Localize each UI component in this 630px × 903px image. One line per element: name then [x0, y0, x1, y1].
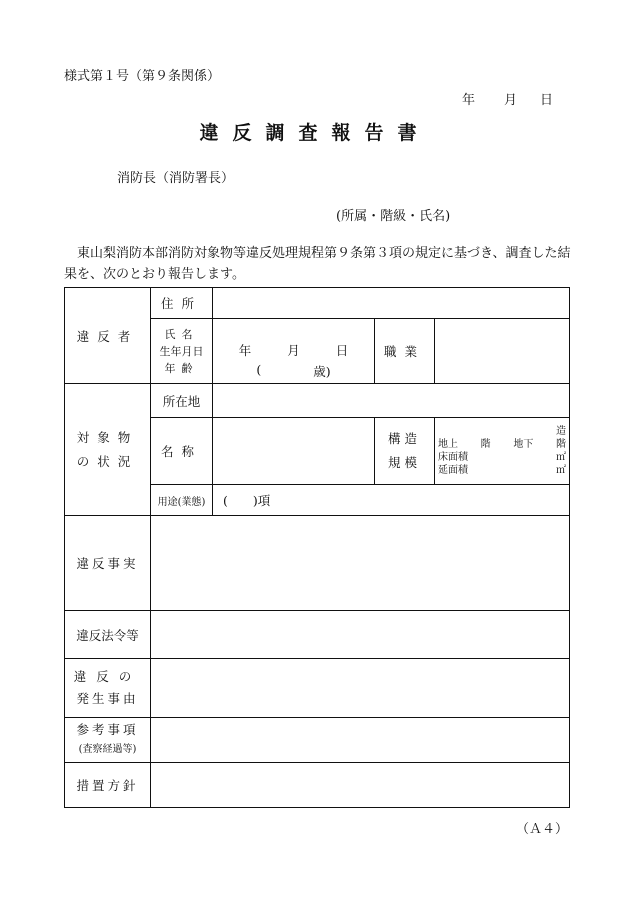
violated-laws-label: 違反法令等: [65, 611, 151, 659]
violator-label: 違反者: [65, 288, 151, 384]
report-body-text: 東山梨消防本部消防対象物等違反処理規程第９条第３項の規定に基づき、調査した結果を、次のとおり報告します。: [64, 246, 571, 282]
location-label: 所在地: [151, 384, 213, 418]
birth-year: 年: [238, 343, 252, 358]
floors-below: 地下: [513, 439, 534, 450]
date-year: 年: [462, 93, 476, 108]
structure-scale-field[interactable]: [435, 418, 570, 485]
floor-area-row: [438, 451, 566, 464]
target-label-line2: の状況: [76, 453, 139, 469]
floor-area-unit: ㎡: [556, 452, 567, 463]
usage-label: 用途(業態): [151, 485, 213, 516]
reference-label-line2: (査察経過等): [78, 744, 137, 755]
birthdate-label: 生年月日: [159, 344, 204, 358]
occupation-label: 職業: [375, 319, 435, 384]
document-title: 違反調査報告書: [199, 122, 431, 144]
total-area-unit: ㎡: [556, 465, 567, 476]
form-number-label: 様式第１号（第９条関係）: [64, 69, 221, 84]
reference-label: [65, 718, 151, 763]
date-day: 日: [540, 93, 554, 108]
policy-field[interactable]: [151, 763, 570, 808]
violated-laws-field[interactable]: [151, 611, 570, 659]
structure-scale-label: [375, 418, 435, 485]
location-field[interactable]: [213, 384, 570, 418]
target-status-label: [65, 384, 151, 516]
violation-facts-field[interactable]: [151, 516, 570, 611]
name-label: 氏名: [164, 327, 199, 341]
cause-label-line2: 発生事由: [76, 691, 139, 706]
cause-label-line1: 違反の: [73, 669, 142, 684]
violation-facts-label: 違反事実: [65, 516, 151, 611]
address-label: 住所: [151, 288, 213, 319]
cause-field[interactable]: [151, 659, 570, 718]
birth-month: 月: [287, 343, 300, 358]
policy-label: 措置方針: [65, 763, 151, 808]
report-table: [64, 287, 570, 808]
object-name-field[interactable]: [213, 418, 375, 485]
scale-label: 規模: [387, 455, 421, 470]
usage-field[interactable]: ( )項: [213, 485, 570, 516]
reference-label-line1: 参考事項: [76, 722, 139, 737]
target-label-line1: 対象物: [76, 429, 139, 445]
age-paren-open: (: [256, 362, 262, 377]
floor-area-label: 床面積: [438, 452, 468, 463]
addressee: 消防長（消防署長）: [117, 171, 235, 186]
date-month: 月: [504, 93, 518, 108]
birth-day: 日: [335, 343, 349, 358]
age-unit: 歳): [313, 364, 331, 379]
age-label: 年齢: [164, 361, 199, 375]
reference-field[interactable]: [151, 718, 570, 763]
paper-size-label: （Ａ４）: [515, 822, 568, 837]
total-area-label: 延面積: [438, 465, 468, 476]
total-area-row: [438, 464, 566, 477]
floors-above: 地上: [438, 439, 458, 450]
object-name-label: 名称: [151, 418, 213, 485]
floors-row: [438, 438, 566, 451]
report-date-line: [462, 89, 553, 108]
cause-label: [65, 659, 151, 718]
structure-label: 構造: [387, 431, 421, 446]
floors-suffix: 階: [556, 439, 567, 450]
floors-mid: 階: [480, 439, 491, 450]
address-field[interactable]: [213, 288, 570, 319]
name-birth-age-labels: [151, 319, 213, 384]
reporter-affiliation-note: (所属・階級・氏名): [336, 209, 451, 224]
structure-suffix: 造: [556, 426, 567, 437]
name-birth-age-field[interactable]: [213, 319, 375, 384]
occupation-field[interactable]: [435, 319, 570, 384]
